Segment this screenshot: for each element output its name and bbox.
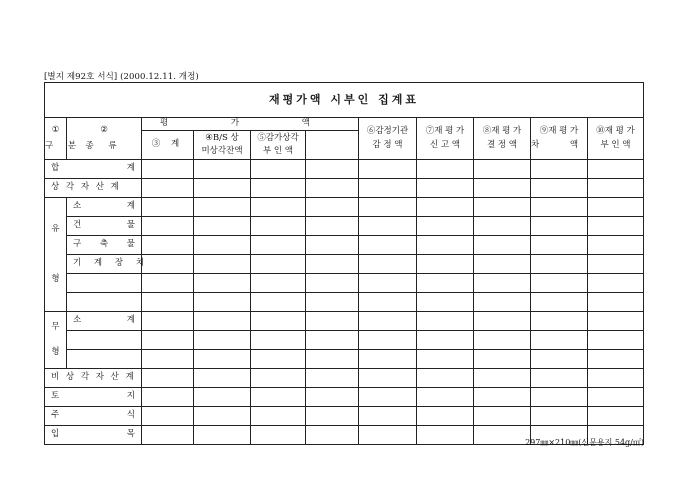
header-total: ③ 계 xyxy=(142,131,194,160)
row-label-nondepreciable: 비 상 각 자 산 계 xyxy=(45,369,142,388)
table-row xyxy=(45,160,644,179)
row-label-intangible-subtotal: 소 계 xyxy=(67,312,142,331)
table-row xyxy=(45,388,644,407)
header-appraisal: ⑥감정기관 감 정 액 xyxy=(359,118,417,160)
paper-spec-footnote: 297㎜×210㎜(신문용지 54g/㎡) xyxy=(525,438,644,447)
table-row xyxy=(45,179,644,198)
table-row xyxy=(45,407,644,426)
row-label-total: 합 계 xyxy=(45,160,142,179)
form-title: 재평가액 시부인 집계표 xyxy=(45,83,644,118)
header-type: ② 종 류 xyxy=(67,118,142,160)
header-evaluation-group: 평 가 액 xyxy=(142,118,359,131)
row-label-stock: 주 식 xyxy=(45,407,142,426)
table-row xyxy=(45,236,644,255)
header-bs-balance: ④B/S 상 미상각잔액 xyxy=(194,131,251,160)
row-label-subtotal: 소 계 xyxy=(67,198,142,217)
header-difference: ⑨재 평 가 차 액 xyxy=(531,118,588,160)
table-row xyxy=(45,350,644,369)
row-label-depreciable: 상 각 자 산 계 xyxy=(45,179,142,198)
table-row xyxy=(45,331,644,350)
row-label-machinery: 기 계 장 치 xyxy=(67,255,142,274)
revaluation-summary-table xyxy=(44,82,644,445)
table-row xyxy=(45,293,644,312)
row-label-land: 토 지 xyxy=(45,388,142,407)
header-category: ① 구 분 xyxy=(45,118,67,160)
row-label-building: 건 물 xyxy=(67,217,142,236)
header-blank xyxy=(306,131,359,160)
header-depreciation-denied: ⑤감가상각 부 인 액 xyxy=(251,131,306,160)
table-row xyxy=(45,217,644,236)
table-row xyxy=(45,312,644,331)
form-caption: [별지 제92호 서식] (2000.12.11. 개정) xyxy=(44,72,199,82)
row-group-tangible: 유 형 xyxy=(45,198,67,312)
row-group-intangible: 무 형 xyxy=(45,312,67,369)
table-row xyxy=(45,369,644,388)
table-row xyxy=(45,255,644,274)
row-label-timber: 입 목 xyxy=(45,426,142,445)
table-row xyxy=(45,198,644,217)
table-row xyxy=(45,274,644,293)
header-reported: ⑦재 평 가 신 고 액 xyxy=(417,118,474,160)
row-label-structure: 구 축 물 xyxy=(67,236,142,255)
header-denied: ⑩재 평 가 부 인 액 xyxy=(588,118,644,160)
header-determined: ⑧재 평 가 결 정 액 xyxy=(474,118,531,160)
